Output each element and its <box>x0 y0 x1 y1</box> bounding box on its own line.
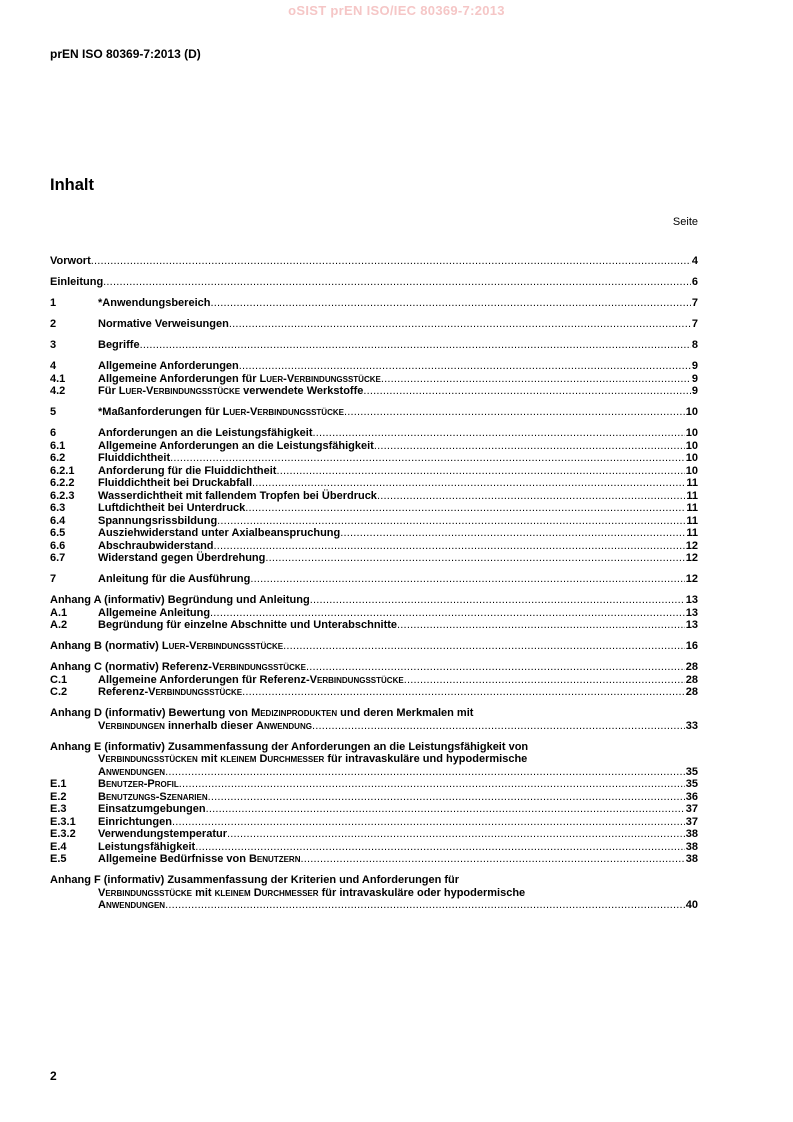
toc-entry-text: Anforderung für die Fluiddichtheit <box>98 464 277 477</box>
toc-entry-page: 12 <box>685 539 698 552</box>
toc-group-annex-f <box>50 874 698 912</box>
toc-entry-number: 6.2.3 <box>50 489 75 502</box>
toc-entry-page: 37 <box>685 815 698 828</box>
toc-entry-text: Begründung für einzelne Abschnitte und Unterabschnitte <box>98 619 398 631</box>
toc-entry-annex-e-line-2[interactable] <box>50 753 698 766</box>
toc-leader-dots <box>91 255 691 268</box>
toc-leader-dots <box>245 502 685 515</box>
toc-group-7 <box>50 573 698 586</box>
toc-group-annex-b <box>50 640 698 653</box>
page-number: 2 <box>50 1069 57 1083</box>
toc-entry-text: Vorwort <box>50 255 91 267</box>
toc-entry-6[interactable] <box>50 427 698 440</box>
toc-leader-dots <box>381 373 691 386</box>
toc-entry-text <box>98 373 381 386</box>
toc-entry-e-3[interactable] <box>50 803 698 816</box>
toc-entry-5[interactable] <box>50 406 698 419</box>
toc-leader-dots <box>250 573 684 586</box>
toc-entry-text: Einrichtungen <box>98 815 172 828</box>
toc-text-part: verwendete Werkstoffe <box>240 385 364 397</box>
toc-entry-text: Verwendungstemperatur <box>98 828 227 840</box>
toc-entry-number: 6.2.2 <box>50 477 75 489</box>
toc-entry-annex-e-line-1[interactable] <box>50 741 698 754</box>
toc-entry-2[interactable] <box>50 318 698 331</box>
toc-leader-dots <box>165 766 685 779</box>
toc-group-annex-c <box>50 661 698 699</box>
toc-entry-number: A.2 <box>50 619 68 631</box>
toc-entry-text: Anwendungen <box>98 899 166 911</box>
watermark: oSIST prEN ISO/IEC 80369-7:2013 <box>288 3 505 18</box>
toc-entry-3[interactable] <box>50 339 698 352</box>
toc-text-part: Anhang C (normativ) Referenz- <box>50 661 212 673</box>
toc-entry-page: 9 <box>691 372 698 385</box>
toc-entry-text: Allgemeine Anleitung <box>98 606 211 619</box>
toc-leader-dots <box>312 720 685 733</box>
toc-entry-page: 10 <box>685 439 698 452</box>
toc-entry-page: 8 <box>691 339 698 351</box>
toc-leader-dots <box>306 661 685 674</box>
toc-entry-text: Einsatzumgebungen <box>98 803 206 815</box>
toc-entry-text: Fluiddichtheit bei Druckabfall <box>98 477 253 489</box>
toc-leader-dots <box>140 339 691 352</box>
toc-entry-number: 4.1 <box>50 372 66 385</box>
document-id: prEN ISO 80369-7:2013 (D) <box>50 47 201 61</box>
toc-entry-text: Anwendungen <box>98 765 166 778</box>
toc-entry-text: Fluiddichtheit <box>98 452 171 464</box>
toc-entry-text: Allgemeine Anforderungen an die Leistungsfähigkeit <box>98 439 374 452</box>
toc-entry-c-1[interactable] <box>50 674 698 687</box>
toc-text-part: Allgemeine Bedürfnisse von <box>98 853 249 865</box>
toc-entry-number: 1 <box>50 297 57 309</box>
toc-entry-annex-d-line-1[interactable] <box>50 707 698 720</box>
toc-entry-text: Anleitung für die Ausführung <box>98 573 251 585</box>
toc-leader-dots <box>239 360 691 373</box>
toc-entry-e-5[interactable] <box>50 853 698 866</box>
toc-entry-page: 11 <box>686 477 698 489</box>
toc-leader-dots <box>300 853 684 866</box>
toc-leader-dots <box>208 791 685 804</box>
toc-leader-dots <box>206 803 685 816</box>
toc-text-smallcaps: Luer-Verbindungsstücke <box>222 406 344 418</box>
toc-group-5 <box>50 406 698 419</box>
toc-entry-e-1[interactable] <box>50 778 698 791</box>
toc-entry-text: Spannungsrissbildung <box>98 514 218 527</box>
toc-entry-page: 28 <box>685 661 698 673</box>
toc-entry-text: Anhang F (informativ) Zusammenfassung der Kriterien und Anforderungen für <box>50 874 460 886</box>
toc-text-part: für intravaskuläre und hypodermische <box>324 753 528 765</box>
toc-leader-dots <box>227 828 685 841</box>
toc-entry-e-3-1[interactable] <box>50 816 698 829</box>
toc-entry-number: E.2 <box>50 790 67 803</box>
toc-leader-dots <box>344 406 685 419</box>
toc-entry-page: 10 <box>685 464 698 477</box>
toc-entry-c-2[interactable] <box>50 686 698 699</box>
toc-entry-text: *Anwendungsbereich <box>98 297 211 309</box>
toc-entry-annex-b[interactable] <box>50 640 698 653</box>
toc-entry-annex-c[interactable] <box>50 661 698 674</box>
toc-entry-number: 4.2 <box>50 385 66 397</box>
toc-entry-page: 9 <box>691 385 698 397</box>
toc-entry-page: 38 <box>685 853 698 865</box>
toc-entry-annex-f-line-1[interactable] <box>50 874 698 887</box>
toc-leader-dots <box>229 318 691 331</box>
toc-entry-6-2-1[interactable] <box>50 465 698 478</box>
toc-entry-a-1[interactable] <box>50 607 698 620</box>
toc-leader-dots <box>242 686 685 699</box>
toc-entry-text: Abschraubwiderstand <box>98 539 214 552</box>
toc-entry-page: 13 <box>685 619 698 631</box>
toc-text-smallcaps: Verbindungsstücken <box>98 753 198 765</box>
toc-entry-text <box>98 720 312 733</box>
toc-group-6 <box>50 427 698 565</box>
toc-entry-page: 38 <box>685 840 698 853</box>
toc-entry-page: 11 <box>686 514 698 527</box>
toc-entry-number: C.2 <box>50 686 68 698</box>
toc-text-part: mit <box>192 886 215 899</box>
toc-entry-4-1[interactable] <box>50 373 698 386</box>
toc-entry-number: 6.2.1 <box>50 464 75 477</box>
toc-leader-dots <box>170 452 685 465</box>
toc-entry-number: E.3.1 <box>50 815 76 828</box>
toc-leader-dots <box>313 427 685 440</box>
toc-leader-dots <box>377 490 685 503</box>
toc-entry-6-7[interactable] <box>50 552 698 565</box>
toc-leader-dots <box>214 540 685 553</box>
toc-text-smallcaps: Verbindungsstücke <box>98 886 193 899</box>
toc-entry-text: Allgemeine Anforderungen <box>98 360 239 372</box>
toc-text-part: innerhalb dieser <box>164 719 256 732</box>
toc-entry-page: 12 <box>685 573 698 585</box>
toc-group-3 <box>50 339 698 352</box>
toc-entry-page: 13 <box>685 606 698 619</box>
toc-entry-e-2[interactable] <box>50 791 698 804</box>
toc-text-smallcaps: Luer-Verbindungsstücke <box>259 372 381 385</box>
toc-entry-page: 36 <box>685 790 698 803</box>
toc-entry-page: 4 <box>691 255 698 267</box>
toc-entry-text: Wasserdichtheit mit fallendem Tropfen bei Überdruck <box>98 489 377 502</box>
toc-entry-annex-f-line-3[interactable] <box>50 899 698 912</box>
toc-entry-text: Widerstand gegen Überdrehung <box>98 552 266 564</box>
toc-entry-text <box>50 661 306 674</box>
toc-entry-page: 7 <box>691 297 698 309</box>
toc-entry-page: 11 <box>686 502 698 514</box>
toc-entry-number: 6.3 <box>50 502 66 514</box>
toc-text-part: Referenz- <box>98 686 149 698</box>
toc-leader-dots <box>165 899 685 912</box>
toc-text-part: Anhang D (informativ) Bewertung von <box>50 707 252 719</box>
toc-entry-page: 12 <box>685 552 698 564</box>
toc-entry-page: 10 <box>685 427 698 439</box>
toc-leader-dots <box>340 527 685 540</box>
toc-leader-dots <box>283 640 685 653</box>
toc-text-part: Für <box>98 385 119 397</box>
toc-entry-text: Ausziehwiderstand unter Axialbeanspruchung <box>98 527 341 539</box>
toc-text-part: für intravaskuläre oder hypodermische <box>318 886 526 899</box>
toc-group-annex-e <box>50 741 698 866</box>
toc-entry-4-2[interactable] <box>50 385 698 398</box>
toc-group-annex-d <box>50 707 698 732</box>
toc-title: Inhalt <box>50 176 94 194</box>
toc-entry-e-4[interactable] <box>50 841 698 854</box>
toc-entry-number: 6.2 <box>50 452 66 464</box>
toc-entry-number: 2 <box>50 318 57 330</box>
toc-entry-number: 6.1 <box>50 439 66 452</box>
toc-entry-page: 40 <box>685 899 698 911</box>
toc-entry-text: Begriffe <box>98 339 140 351</box>
toc-leader-dots <box>252 477 685 490</box>
toc-entry-page: 7 <box>691 318 698 330</box>
toc-leader-dots <box>276 465 684 478</box>
toc-entry-number: 6.5 <box>50 527 66 539</box>
toc-entry-text <box>98 385 363 398</box>
toc-entry-page: 28 <box>685 673 698 686</box>
toc-leader-dots <box>310 594 685 607</box>
toc-entry-text <box>50 640 283 653</box>
toc-leader-dots <box>404 674 685 687</box>
toc-entry-7[interactable] <box>50 573 698 586</box>
toc-text-smallcaps: Luer-Verbindungsstücke <box>118 385 241 397</box>
toc-entry-page: 10 <box>685 452 698 464</box>
toc-entry-text <box>98 674 404 687</box>
toc-text-smallcaps: Luer-Verbindungsstücke <box>161 640 284 652</box>
toc-entry-text <box>98 686 242 699</box>
toc-entry-text: Anhang A (informativ) Begründung und Anleitung <box>50 594 310 606</box>
toc-entry-text: Luftdichtheit bei Unterdruck <box>98 502 246 514</box>
toc-entry-6-2-3[interactable] <box>50 490 698 503</box>
toc-entry-page: 6 <box>691 276 698 288</box>
toc-entry-e-3-2[interactable] <box>50 828 698 841</box>
toc-group-einleitung <box>50 276 698 289</box>
toc-entry-text: Anhang E (informativ) Zusammenfassung der Anforderungen an die Leistungsfähigkeit von <box>50 740 529 753</box>
toc-text-smallcaps: kleinem Durchmesser <box>220 753 325 765</box>
toc-entry-text <box>50 707 473 720</box>
toc-entry-number: 5 <box>50 406 57 418</box>
toc-entry-page: 9 <box>691 360 698 372</box>
toc-text-part: Allgemeine Anforderungen für <box>98 372 260 385</box>
toc-entry-text: Benutzungs-Szenarien <box>98 790 208 803</box>
toc-text-smallcaps: Verbindungsstücke <box>211 661 306 673</box>
toc-entry-number: 6.6 <box>50 539 66 552</box>
toc-entry-text <box>98 406 344 419</box>
toc-text-part: *Maßanforderungen für <box>98 406 223 418</box>
toc-text-smallcaps: Verbindungen <box>98 719 165 732</box>
toc-text-part: Allgemeine Anforderungen für Referenz- <box>98 673 310 686</box>
toc-text-part: Anhang B (normativ) <box>50 640 162 652</box>
toc-text-part: und deren Merkmalen mit <box>337 707 474 719</box>
toc-entry-number: 3 <box>50 339 57 351</box>
toc-leader-dots <box>210 297 690 310</box>
toc-entry-einleitung[interactable] <box>50 276 698 289</box>
toc-group-1 <box>50 297 698 310</box>
toc-leader-dots <box>217 515 685 528</box>
toc-text-part: mit <box>197 753 221 765</box>
toc-group-annex-a <box>50 594 698 632</box>
toc-group-vorwort <box>50 255 698 268</box>
toc-leader-dots <box>363 385 691 398</box>
toc-entry-number: E.3.2 <box>50 828 76 840</box>
toc-text-smallcaps: kleinem Durchmesser <box>214 886 319 899</box>
toc-entry-page: 37 <box>685 803 698 815</box>
toc-entry-number: 6.7 <box>50 552 66 564</box>
toc-entry-number: 6.4 <box>50 514 66 527</box>
toc-entry-4[interactable] <box>50 360 698 373</box>
toc-entry-6-4[interactable] <box>50 515 698 528</box>
toc-entry-number: E.5 <box>50 853 67 865</box>
toc-entry-vorwort[interactable] <box>50 255 698 268</box>
toc-entry-page: 35 <box>685 765 698 778</box>
toc-entry-6-2[interactable] <box>50 452 698 465</box>
toc-entry-annex-a[interactable] <box>50 594 698 607</box>
toc-leader-dots <box>265 552 684 565</box>
toc-entry-page: 10 <box>685 406 698 418</box>
toc-entry-number: C.1 <box>50 673 68 686</box>
toc-text-smallcaps: Verbindungsstücke <box>309 673 404 686</box>
toc-leader-dots <box>103 276 691 289</box>
toc-entry-number: 6 <box>50 427 57 439</box>
toc-text-smallcaps: Verbindungsstücke <box>148 686 243 698</box>
toc-entry-text: Leistungsfähigkeit <box>98 840 196 853</box>
toc-entry-6-2-2[interactable] <box>50 477 698 490</box>
toc-entry-page: 38 <box>685 828 698 840</box>
toc-entry-6-5[interactable] <box>50 527 698 540</box>
toc-entry-1[interactable] <box>50 297 698 310</box>
toc-entry-text: Benutzer-Profil <box>98 778 179 790</box>
toc-leader-dots <box>179 778 685 791</box>
toc-entry-number: 7 <box>50 573 57 585</box>
table-of-contents <box>50 255 698 920</box>
toc-entry-number: E.1 <box>50 778 67 790</box>
toc-group-4 <box>50 360 698 398</box>
toc-leader-dots <box>172 816 685 829</box>
toc-text-smallcaps: Benutzern <box>248 853 301 865</box>
toc-entry-number: A.1 <box>50 606 68 619</box>
toc-entry-page: 11 <box>686 527 698 539</box>
toc-entry-number: E.4 <box>50 840 67 853</box>
toc-entry-text <box>98 853 300 866</box>
toc-text-smallcaps: Medizinprodukten <box>251 707 338 719</box>
toc-leader-dots <box>210 607 685 620</box>
toc-entry-page: 16 <box>685 640 698 652</box>
toc-entry-number: E.3 <box>50 803 67 815</box>
toc-entry-page: 11 <box>686 489 698 502</box>
toc-entry-a-2[interactable] <box>50 619 698 632</box>
toc-entry-page: 35 <box>685 778 698 790</box>
toc-entry-page: 33 <box>685 719 698 732</box>
toc-text-smallcaps: Anwendung <box>256 719 312 732</box>
toc-leader-dots <box>397 619 685 632</box>
toc-entry-text: Einleitung <box>50 276 104 288</box>
toc-entry-text: Normative Verweisungen <box>98 318 229 330</box>
toc-entry-6-6[interactable] <box>50 540 698 553</box>
toc-entry-page: 13 <box>685 594 698 606</box>
toc-group-2 <box>50 318 698 331</box>
toc-entry-6-3[interactable] <box>50 502 698 515</box>
toc-entry-number: 4 <box>50 360 57 372</box>
toc-entry-annex-f-line-2[interactable] <box>50 887 698 900</box>
toc-entry-annex-e-line-3[interactable] <box>50 766 698 779</box>
toc-entry-text: Anforderungen an die Leistungsfähigkeit <box>98 427 313 439</box>
toc-entry-annex-d-line-2[interactable] <box>50 720 698 733</box>
toc-entry-page: 28 <box>685 686 698 698</box>
toc-leader-dots <box>374 440 685 453</box>
toc-entry-6-1[interactable] <box>50 440 698 453</box>
toc-leader-dots <box>195 841 685 854</box>
page-column-label: Seite <box>672 216 698 228</box>
